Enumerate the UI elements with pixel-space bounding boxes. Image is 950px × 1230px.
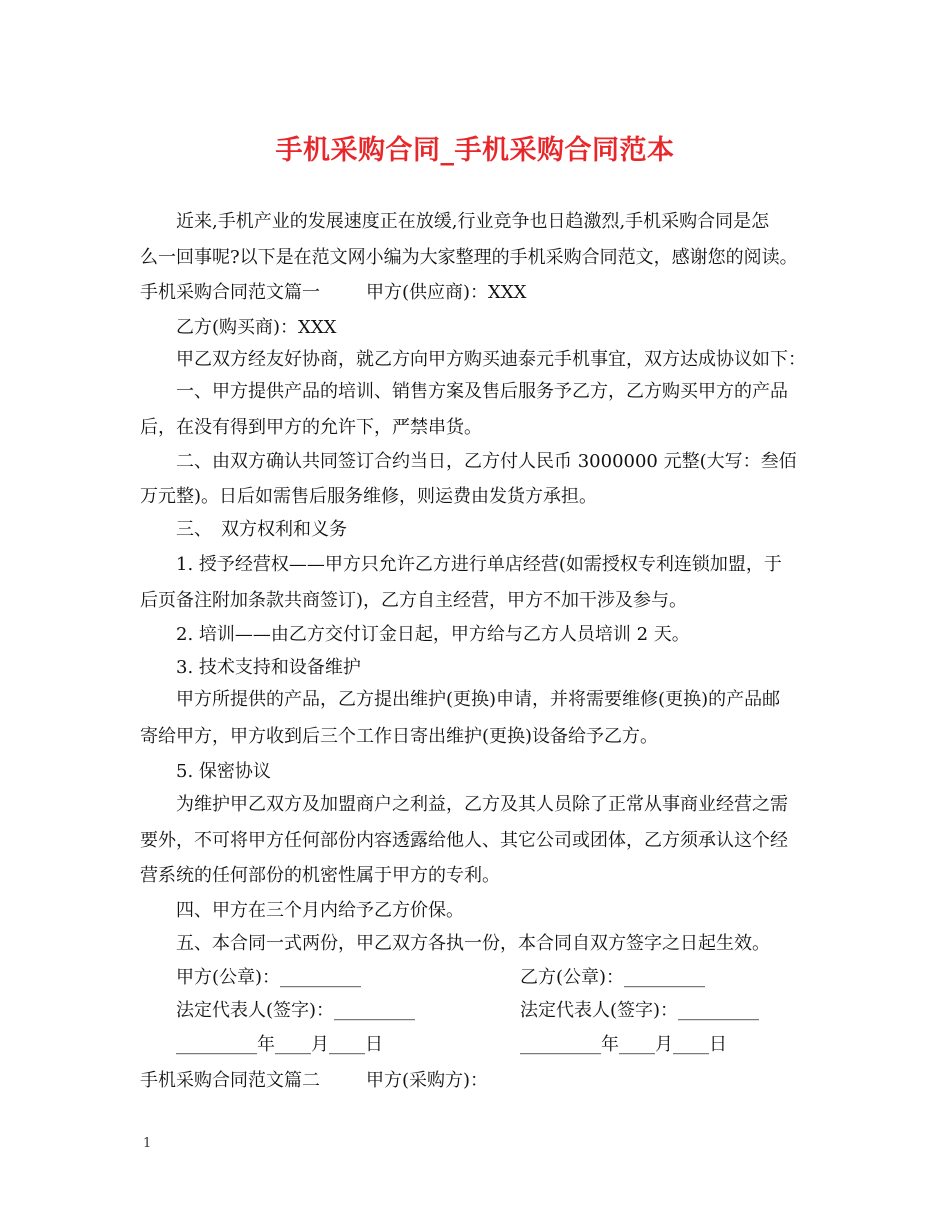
party-a-representative: 法定代表人(签字)：_________ <box>176 1000 416 1021</box>
document-title: 手机采购合同_手机采购合同范本 <box>275 135 675 166</box>
paragraph-line: 四、甲方在三个月内给予乙方价保。 <box>176 900 464 921</box>
paragraph-line: 后页备注附加条款共商签订)，乙方自主经营，甲方不加干涉及参与。 <box>140 590 688 611</box>
paragraph-line: 甲乙双方经友好协商，就乙方向甲方购买迪泰元手机事宜，双方达成协议如下： <box>176 349 806 370</box>
paragraph-line: 寄给甲方，甲方收到后三个工作日寄出维护(更换)设备给予乙方。 <box>140 726 659 747</box>
paragraph-line: 乙方(购买商)：XXX <box>176 317 337 338</box>
paragraph-line: 么一回事呢?以下是在范文网小编为大家整理的手机采购合同范文，感谢您的阅读。 <box>140 247 798 268</box>
party-a-seal: 甲方(公章)：_________ <box>176 967 362 988</box>
paragraph-line: 3. 技术支持和设备维护 <box>176 657 361 678</box>
party-b-date: _________年____月____日 <box>520 1034 727 1055</box>
party-a-label: 甲方(采购方)： <box>366 1070 489 1091</box>
party-a-label: 甲方(供应商)：XXX <box>366 282 527 303</box>
paragraph-line: 要外，不可将甲方任何部份内容透露给他人、其它公司或团体，乙方须承认这个经 <box>140 830 788 851</box>
section-heading: 手机采购合同范文篇二 <box>140 1070 320 1091</box>
paragraph-line: 万元整)。日后如需售后服务维修，则运费由发货方承担。 <box>140 486 598 507</box>
paragraph-line: 为维护甲乙双方及加盟商户之利益，乙方及其人员除了正常从事商业经营之需 <box>176 794 788 815</box>
paragraph-line: 2. 培训——由乙方交付订金日起，甲方给与乙方人员培训 2 天。 <box>176 624 690 645</box>
paragraph-line: 5. 保密协议 <box>176 761 271 782</box>
paragraph-line: 一、甲方提供产品的培训、销售方案及售后服务予乙方，乙方购买甲方的产品 <box>176 381 788 402</box>
party-b-seal: 乙方(公章)：_________ <box>520 967 706 988</box>
paragraph-line: 后，在没有得到甲方的允许下，严禁串货。 <box>140 417 482 438</box>
paragraph-line <box>140 1069 820 1093</box>
party-b-representative: 法定代表人(签字)：_________ <box>520 1000 760 1021</box>
paragraph-line: 甲方所提供的产品，乙方提出维护(更换)申请，并将需要维修(更换)的产品邮 <box>176 689 781 710</box>
paragraph-line: 二、由双方确认共同签订合约当日，乙方付人民币 3000000 元整(大写：叁佰 <box>176 451 797 472</box>
paragraph-line <box>140 281 820 305</box>
paragraph-line: 三、 双方权利和义务 <box>176 519 347 540</box>
section-heading: 手机采购合同范文篇一 <box>140 282 320 303</box>
paragraph-line: 营系统的任何部份的机密性属于甲方的专利。 <box>140 865 500 886</box>
paragraph-line: 近来,手机产业的发展速度正在放缓,行业竞争也日趋激烈,手机采购合同是怎 <box>176 211 770 232</box>
party-a-date: _________年____月____日 <box>176 1034 383 1055</box>
paragraph-line: 1. 授予经营权——甲方只允许乙方进行单店经营(如需授权专利连锁加盟，于 <box>176 554 782 575</box>
paragraph-line: 五、本合同一式两份，甲乙双方各执一份，本合同自双方签字之日起生效。 <box>176 933 770 954</box>
page-number: 1 <box>143 1136 152 1151</box>
